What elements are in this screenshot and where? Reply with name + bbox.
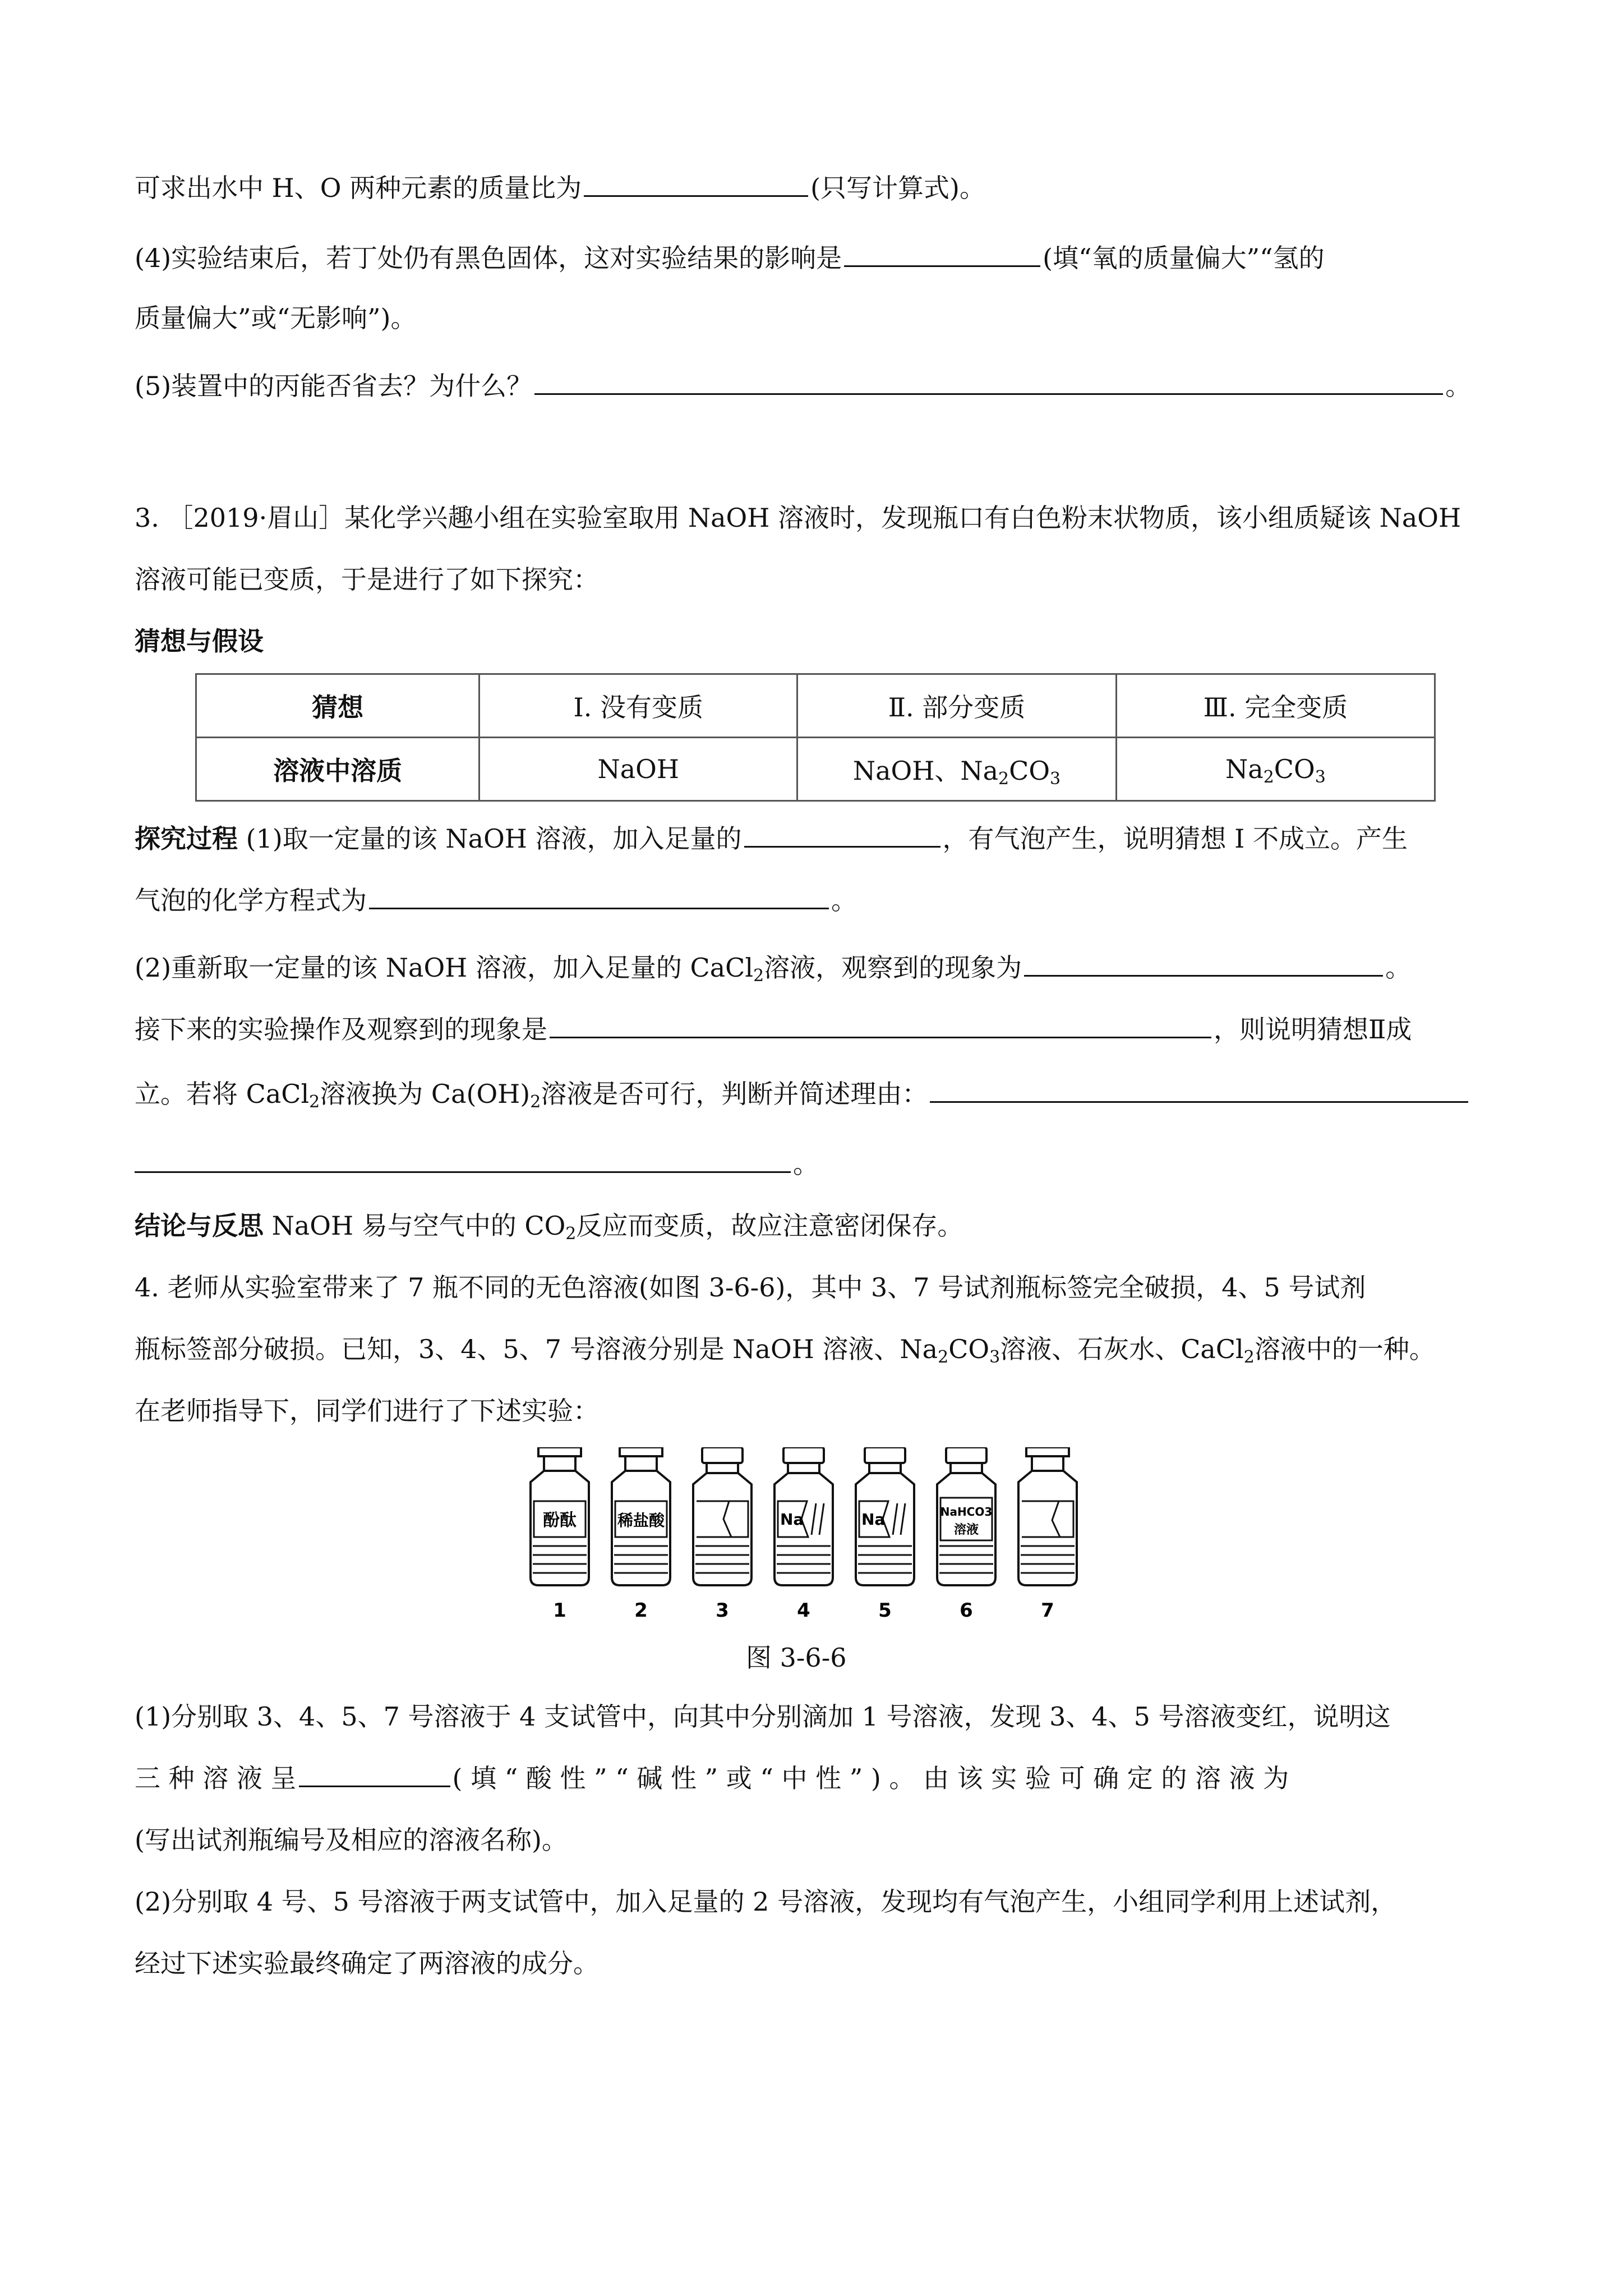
text-line: [135, 819, 1408, 858]
text: (5)装置中的丙能否省去？为什么？: [135, 371, 533, 401]
text: ( 填 “ 酸 性 ” “ 碱 性 ” 或 “ 中 性 ” ) 。 由 该 实 验 可 确 定 的 溶 液 为: [452, 1763, 1289, 1793]
answer-blank[interactable]: [299, 1760, 450, 1787]
section-label: 探究过程: [135, 823, 238, 854]
table-cell: Ⅱ. 部分变质: [797, 674, 1117, 738]
bottles-figure: [516, 1447, 1110, 1627]
bottle-number: 4: [797, 1599, 810, 1622]
subscript: 3: [1315, 767, 1326, 787]
bottle-number: 7: [1041, 1599, 1054, 1622]
subscript: 3: [989, 1347, 1000, 1367]
text: 可求出水中 H、O 两种元素的质量比为: [135, 173, 582, 203]
question-3-line: 溶液可能已变质，于是进行了如下探究：: [135, 564, 599, 595]
answer-blank[interactable]: [744, 820, 940, 848]
answer-blank[interactable]: [930, 1075, 1468, 1103]
text-line: [135, 948, 1411, 987]
subscript: 2: [753, 966, 764, 986]
text: 溶液是否可行，判断并简述理由：: [541, 1079, 928, 1109]
subscript: 2: [530, 1092, 541, 1112]
section-heading: 猜想与假设: [135, 626, 264, 656]
answer-blank[interactable]: [1024, 949, 1383, 977]
text-line: [135, 366, 1471, 406]
table-cell: Ⅲ. 完全变质: [1116, 674, 1435, 738]
text-line: (写出试剂瓶编号及相应的溶液名称)。: [135, 1825, 568, 1855]
subscript: 2: [309, 1092, 320, 1112]
text-line: 经过下述实验最终确定了两溶液的成分。: [135, 1948, 599, 1978]
text: ，有气泡产生，说明猜想 I 不成立。产生: [942, 823, 1408, 854]
subscript: 3: [1050, 769, 1061, 789]
bottle-number: 5: [878, 1599, 892, 1622]
subscript: 2: [938, 1347, 949, 1367]
answer-blank[interactable]: [550, 1011, 1211, 1038]
text: 。: [793, 1149, 819, 1179]
table-row: [196, 674, 1435, 738]
question-3-line: 3. ［2019·眉山］某化学兴趣小组在实验室取用 NaOH 溶液时，发现瓶口有白色粉末状物质，该小组质疑该 NaOH: [135, 503, 1461, 533]
text-line: [135, 1144, 819, 1184]
hypothesis-table: [195, 673, 1436, 802]
text: 。: [1445, 371, 1472, 401]
bottle-4: [774, 1447, 833, 1585]
table-cell: [479, 738, 797, 801]
bottle-label: NaHCO3: [940, 1505, 993, 1519]
text: 溶液换为 Ca(OH): [320, 1079, 531, 1109]
table-cell: 猜想: [196, 674, 479, 738]
text: 接下来的实验操作及观察到的现象是: [135, 1014, 547, 1045]
text: (1)取一定量的该 NaOH 溶液，加入足量的: [238, 823, 742, 854]
text: ，则说明猜想Ⅱ成: [1214, 1014, 1412, 1045]
text: (2)重新取一定量的该 NaOH 溶液，加入足量的 CaCl: [135, 953, 754, 983]
subscript: 2: [998, 769, 1009, 789]
text-line: (1)分别取 3、4、5、7 号溶液于 4 支试管中，向其中分别滴加 1 号溶液，发现 3、4、5 号溶液变红，说明这: [135, 1701, 1391, 1732]
text: (只写计算式)。: [810, 173, 985, 203]
bottle-number: 1: [553, 1599, 566, 1622]
bottle-label: Na: [780, 1510, 804, 1529]
table-row: [196, 738, 1435, 801]
table-cell: Ⅰ. 没有变质: [479, 674, 797, 738]
bottle-label: Na: [861, 1510, 886, 1529]
text: Na: [1225, 754, 1264, 784]
subscript: 2: [565, 1224, 577, 1244]
question-4-line: 4. 老师从实验室带来了 7 瓶不同的无色溶液(如图 3-6-6)，其中 3、7 号试剂瓶标签完全破损，4、5 号试剂: [135, 1272, 1366, 1303]
section-label: 结论与反思: [135, 1211, 264, 1241]
text: 溶液、石灰水、CaCl: [1000, 1334, 1244, 1364]
subscript: 2: [1263, 767, 1274, 787]
bottle-label: 酚酞: [543, 1511, 577, 1530]
answer-blank[interactable]: [135, 1145, 791, 1173]
text: 瓶标签部分破损。已知，3、4、5、7 号溶液分别是 NaOH 溶液、Na: [135, 1334, 938, 1364]
text: 反应而变质，故应注意密闭保存。: [576, 1211, 963, 1241]
table-cell: 溶液中溶质: [196, 738, 479, 801]
table-cell: [797, 738, 1117, 801]
bottle-number: 3: [716, 1599, 729, 1622]
text: 溶液，观察到的现象为: [764, 953, 1022, 983]
bottle-6: [937, 1447, 995, 1585]
question-4-line: [135, 1329, 1435, 1369]
text: (填“氧的质量偏大”“氢的: [1043, 243, 1325, 273]
text-line: [135, 1759, 1289, 1798]
bottle-5: [856, 1447, 914, 1585]
text-line: [135, 168, 985, 208]
text: 。: [1385, 953, 1412, 983]
text-line: (2)分别取 4 号、5 号溶液于两支试管中，加入足量的 2 号溶液，发现均有气泡产生，小组同学利用上述试剂，: [135, 1887, 1397, 1917]
text: NaOH 易与空气中的 CO: [264, 1211, 566, 1241]
bottle-1: [531, 1447, 589, 1585]
text-line: [135, 238, 1325, 278]
text: 立。若将 CaCl: [135, 1079, 310, 1109]
text: CO: [948, 1334, 990, 1364]
bottle-label: 稀盐酸: [617, 1511, 665, 1530]
bottle-number: 6: [960, 1599, 973, 1622]
text-line: [135, 1206, 963, 1245]
text-line: [135, 881, 857, 920]
bottle-label: 溶液: [953, 1523, 979, 1537]
text: 气泡的化学方程式为: [135, 885, 367, 915]
text: CO: [1274, 754, 1315, 784]
question-4-line: 在老师指导下，同学们进行了下述实验：: [135, 1396, 599, 1426]
bottle-3: [693, 1447, 751, 1585]
figure-caption: 图 3-6-6: [746, 1642, 847, 1673]
bottle-2: [612, 1447, 670, 1585]
text: CO: [1009, 756, 1050, 786]
text: NaOH、Na: [852, 756, 999, 786]
text: 。: [831, 885, 857, 915]
text: 溶液中的一种。: [1254, 1334, 1435, 1364]
text-line: [135, 1074, 1470, 1114]
text-line: 质量偏大”或“无影响”)。: [135, 303, 417, 333]
table-cell: [1116, 738, 1435, 801]
text: NaOH: [597, 754, 679, 784]
subscript: 2: [1243, 1347, 1255, 1367]
answer-blank[interactable]: [844, 240, 1040, 267]
text: 三 种 溶 液 呈: [135, 1763, 297, 1793]
answer-blank[interactable]: [534, 367, 1443, 395]
bottle-number: 2: [634, 1599, 648, 1622]
answer-blank[interactable]: [584, 169, 808, 197]
text-line: [135, 1010, 1412, 1049]
bottle-7: [1018, 1447, 1077, 1585]
answer-blank[interactable]: [369, 882, 829, 909]
text: (4)实验结束后，若丁处仍有黑色固体，这对实验结果的影响是: [135, 243, 842, 273]
